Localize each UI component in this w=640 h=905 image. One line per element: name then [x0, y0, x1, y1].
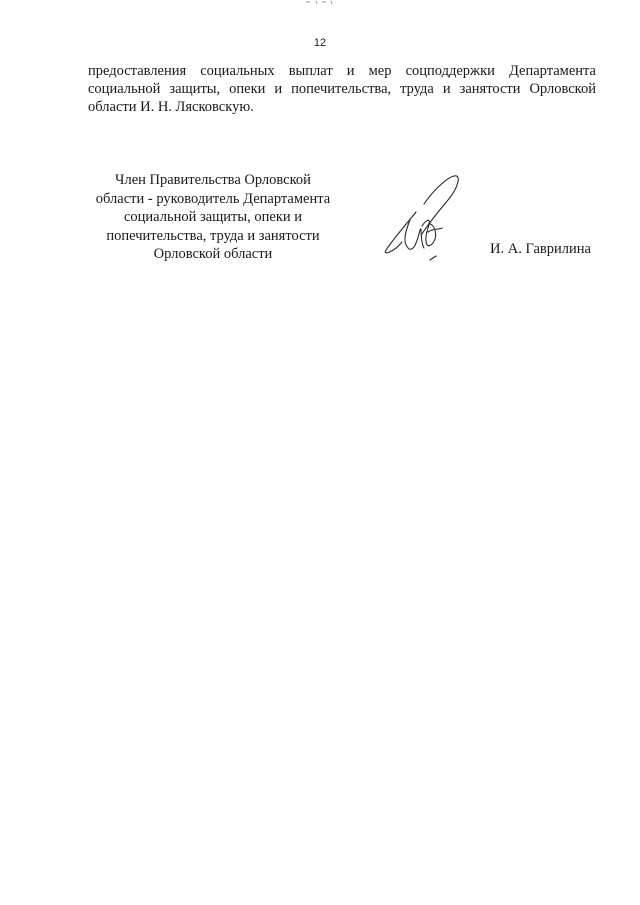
signatory-title-line: социальной защиты, опеки и [123, 209, 303, 225]
handwritten-signature [372, 168, 472, 266]
body-line: области И. Н. Лясковскую. [88, 99, 254, 115]
body-line: предоставления социальных выплат и мер соцподдержки Департамента [88, 63, 596, 79]
signatory-title-line: попечительства, труда и занятости [106, 227, 320, 244]
signatory-title-line: Член Правительства Орловской [115, 172, 311, 188]
page-number: 12 [313, 37, 327, 49]
scan-artifact-mark [300, 0, 340, 6]
signatory-title-line: области - руководитель Департамента [95, 190, 331, 207]
body-line: социальной защиты, опеки и попечительства, труда и занятости Орловской [88, 81, 596, 97]
signatory-name: И. А. Гаврилина [490, 241, 591, 257]
signatory-title-line: Орловской области [153, 246, 273, 262]
signatory-title [68, 171, 358, 264]
body-paragraph [88, 62, 596, 116]
